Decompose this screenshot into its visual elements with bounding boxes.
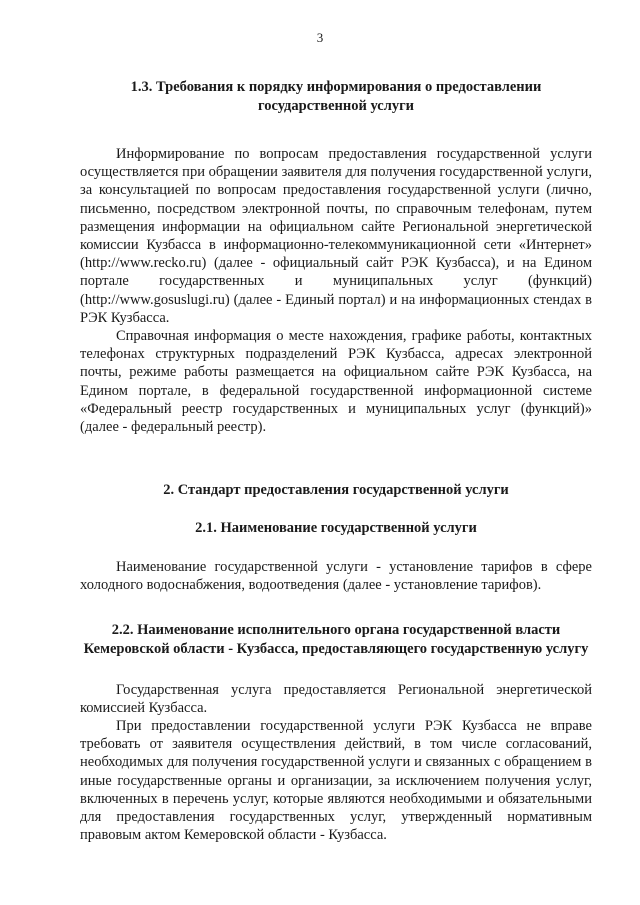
section-1-3-paragraph-2: Справочная информация о месте нахождения, графике работы, контактных телефонах структурных подразделений РЭК Кузбасса, адресах электронной почты, режиме работы размещается на официальном сайте РЭК Кузбасса, на Едином портале, в федеральной государственной информационной системе «Федеральный реестр государственных и муниципальных услуг (функций)» (далее - федеральный реестр).: [80, 328, 592, 436]
section-2-2-heading: 2.2. Наименование исполнительного органа государственной власти Кемеровской области - Кузбасса, предоставляющего государственную услугу: [83, 621, 589, 657]
section-1-3-heading: 1.3. Требования к порядку информирования о предоставлении государственной услуги: [130, 79, 542, 114]
page-number: 3: [316, 30, 324, 45]
section-2-1-paragraph: Наименование государственной услуги - установление тарифов в сфере холодного водоснабжения, водоотведения (далее - установление тарифов).: [80, 559, 592, 594]
section-2-heading: 2. Стандарт предоставления государственной услуги: [163, 482, 509, 499]
section-1-3-paragraph-1: Информирование по вопросам предоставления государственной услуги осуществляется при обращении заявителя для получения государственной услуги, за консультацией по вопросам предоставления государственной услуги (лично, письменно, посредством электронной почты, по справочным телефонам, путем размещения информации на официальном сайте Региональной энергетической комиссии Кузбасса в информационно-телекоммуникационной сети «Интернет» (http://www.recko.ru) (далее - официальный сайт РЭК Кузбасса), и на Едином портале государственных и муниципальных услуг (функций) (http://www.gosuslugi.ru) (далее - Единый портал) и на информационных стендах в РЭК Кузбасса.: [80, 146, 592, 326]
section-2-2-paragraph-2: При предоставлении государственной услуги РЭК Кузбасса не вправе требовать от заявителя осуществления действий, в том числе согласований, необходимых для получения государственной услуги и связанных с обращением в иные государственные органы и организации, за исключением получения услуг, включенных в перечень услуг, которые являются необходимыми и обязательными для предоставления государственных услуг, утвержденный нормативным правовым актом Кемеровской области - Кузбасса.: [80, 718, 592, 844]
section-2-2-paragraph-1: Государственная услуга предоставляется Региональной энергетической комиссией Кузбасса.: [80, 681, 592, 716]
section-2-1-heading: 2.1. Наименование государственной услуги: [195, 520, 477, 537]
page-content: [80, 78, 592, 844]
